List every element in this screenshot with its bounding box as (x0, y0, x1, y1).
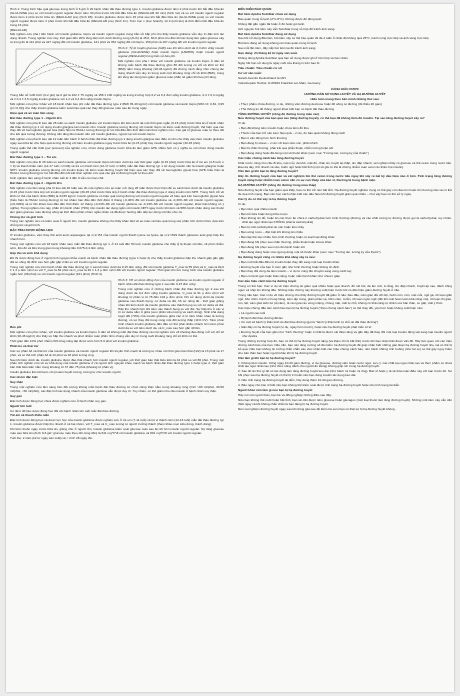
chart-frame (16, 49, 111, 85)
list-item: • Bạn có bệnh gan hoặc thận nặng, hoặc mắc bệnh khác như nhược giáp (239, 274, 340, 279)
series-line (16, 52, 111, 85)
subsection-heading: Người khác nên làm gì nếu bạn bị hạ đường huyết (238, 388, 313, 392)
shelf-life: Hạn dùng: 24 tháng kể từ ngày sản xuất. (238, 51, 298, 56)
subsection-heading: Chủng tộc và giới tính (10, 214, 43, 219)
list-item: • Thực phẩm chứa đường, ví dụ, những viên đường dextrose hoặc đồ uống có đường (tối thiểu 20 gam) (239, 101, 383, 106)
paragraph: Trong bắn sử GIR AUC (0-2 giờ) tại 0 giờ là 102 ± 75 mg/kg và 158 ± 100 mg/kg và trong trường hợp 0,2 và 0,4 đơn vị/kg insulin glulisine, 0,4 ± 0,4 mg/kg và ± 0,4 ± 3,5 mg/kg insulin glulisine với 1,2 và 0,4 đơn vị/kg insulin lispro. (10, 93, 224, 102)
subsection-heading: Người lớn tuổi (10, 403, 32, 408)
series-line (16, 299, 111, 317)
list-item: • Bạn đã không tiêm insulin hoặc chưa tiêm đủ liều. (239, 126, 310, 131)
paragraph: Tuổi thọ: 2 năm (kể từ ngày sản xuất) và < 2m!! 28 ngày tồn. (10, 435, 94, 440)
list-item: • Bạn đang dùng hoặc đã dùng một số thuốc khác (xem mục "Tương tác, tương kỵ của thuốc") (239, 150, 369, 155)
list-item: • Bạn thay đổi vùng da tiêm insulin – ví dụ từ vùng đùi chuyển sang vùng cánh tay (239, 269, 352, 274)
paragraph: Đồ thị dược động học ở người tình nguyện khỏe mạnh và bệnh nhân đái tháo đường (type 1 hoặc 2) cho thấy insulin glulisine hấp thu nhanh gấp gần gấp đôi so nồng độ đỉnh cao hơn gần gấp 2 lần so với insulin người regular. (10, 255, 224, 264)
manufacturer-heading: Cơ sở sản xuất: (238, 70, 262, 75)
paragraph: Thời gian đến 10% phơi nhiễm INS tổng cũng đạt được sớm hơn 5-6 phút với insulin glulisine. (10, 338, 140, 343)
section-subtitle: Hiểu luôn mang theo bên mình những thứ sau: (310, 96, 380, 101)
paragraph: Bút tiêm đang sử dụng không nên bảo quản trong tủ lạnh. (238, 41, 318, 46)
paragraph: Có rất ít dữ liệu dược động học đối với bệnh nhân lớn tuổi mắc đái tháo đường. (10, 408, 120, 413)
list-item: • Bạn bị mất carbohydrat do nôn hoặc tiêu chảy (239, 225, 305, 230)
list-item: 2. Sau đó ăn thứ gì đó có tác dụng làm tăng đường huyết kéo dài (như bánh mì hoặc mì ống). Bác sĩ hoặc y tá sẽ thảo luận điều này với bạn trước đó. Sự hồi phục sau hạ đường huyết có thể bị trì hoãn nếu bạn dùng insulin tác dụng kéo dài. (238, 369, 452, 378)
list-item: • Bạn đang bị stress – ví dụ: rối loạn cảm xúc, phấn khích (239, 140, 318, 145)
paragraph: Đặc tính dược động học và dược lực học của insulin glulisine được nghiên cứu ở trẻ em (7-11 tuổi) và trẻ vị thành niên (12-16 tuổi) mắc đái tháo đường typ 1. Insulin glulisine được hấp thu nhanh ở cả hai nhóm, với T_max và C_max tương tự người trưởng thành (tham khảo mục Liều dùng, Cách dùng). (10, 418, 224, 427)
list-item: • Thuốc của bạn trở nên kém hiệu quả – ví dụ, do bảo quản không đúng cách (239, 131, 346, 136)
figure-2 (10, 47, 224, 91)
paragraph: Một nghiên cứu lâm sàng pha III kéo dài 26 tuần sau đó một nghiên cứu an toàn mở rộng 26 tuần được thực hiện để so sánh tiêm dưới da insulin glulisine (0-15 phút trước bữa ăn) với insulin người regular (30-45 phút trước bữa ăn) ở bệnh nhân đái tháo đường type 2 dùng insulin nền NPH. Trong hình trở về khối cơ thể của bệnh nhân (BMI) là 34,55 kg/m². Insulin glulisine có hiệu quả tương đương với insulin người regular về hiệu quả trên hemoglobin glycat hóa (biểu hiện là HbA1c tương đương) từ lúc khám ban đầu đến thời điểm 6 tháng (-0,46% đối với insulin glulisine và -0,30% đối với insulin người regular, p=0,0029) và từ lần khám ban đầu đến thời điểm 12 tháng (-0,23% đối với insulin glulisine và -0,13% đối với insulin người regular, khác biệt không có ý nghĩa). Trong nghiên cứu này, phần lớn bệnh nhân (79%) trộn insulin tác dụng ngắn với insulin NPH ngay trước khi tiêm và 58% bệnh nhân dùng các thuốc làm giảm glucose máu đường uống tại thời điểm phân nhóm ngẫu nhiên và đã được hướng dẫn tiếp tục dùng với liều như cũ. (10, 186, 224, 214)
subsection-heading: Béo phì (10, 325, 22, 330)
paragraph: Một nghiên cứu pha III kéo dài 12 tuần tiến hành ở bệnh nhân đái tháo đường typ 1 dùng insulin glargine làm điều trị nền cho thấy việc tiêm insulin glulisine ngay sau bữa ăn cho hiệu quả tương đương với tiêm insulin glulisine ngay trước bữa ăn (0-15 phút) hay insulin người regular (30-45 phút). (10, 137, 224, 146)
paragraph: Nếu đường huyết của bạn quá cao (tăng đường huyết), có thể bạn đã không tiêm đủ insulin. Tại sao tăng đường huyết xảy ra? (238, 116, 425, 121)
subsection-heading: Đái tháo đường type 1 – Người lớn (10, 115, 62, 120)
list-item: • Bạn ít vận động hơn bình thường (239, 136, 287, 141)
subsection-heading: Cần làm gì khi bạn bị tăng đường huyết? (238, 169, 299, 174)
subsection-heading: Các nhóm đặc biệt (10, 375, 38, 380)
figure-2-caption: Hình 2: Tỷ lệ truyền glucose (GIR) sau khi tiêm dưới da 0,3 đơn vị/kg insulin glulisine (GLULISINE) hoặc insulin lispro (LISPRO) hoặc insulin người regular (REGULAR) trong bắn sử béo phì. (118, 46, 224, 58)
subsection-heading: Trẻ em và thanh thiếu niên (10, 413, 50, 418)
list-item: • Đường huyết của bạn gần như "bình thường" hoặc ít nhất là được cải thiện tăng và gần đây đã thay đổi một loại insulin động vật sang loại insulin người như Apidra (239, 330, 452, 339)
list-item: • Bạn đang dùng hoặc vừa ngưng dùng một số thuốc khác (xem mục "Tương tác, tương kỵ của thuốc") (239, 249, 381, 254)
section-title: HƯỚNG DẪN SỬ DỤNG HUYẾT VÀ HẠ ĐƯỜNG HUYẾT (304, 91, 386, 96)
paragraph: Trong những trường hợp đó, bạn có thể bị hạ đường huyết nặng (và thậm chí bị bất tỉnh) trước khi bạn nhận biết được vấn đề. Hãy làm quen với các triệu chứng cảnh báo của bạn. Nếu cần, bạn nên tăng cường số lần kiểm tra đường huyết để giúp nhận biết những giai đoạn hạ đường huyết nhẹ mà có thể bị bỏ qua. Nếu bạn không tin tưởng chắc chắn vào việc nhận biết các triệu chứng cảnh báo, nên tránh những tình huống (như lái xe) có thể gây nguy hiểm cho bản thân bạn hoặc người khác khi bị hạ đường huyết. (238, 339, 452, 355)
list-item: 1. Không tiêm insulin. Uống ngay 10-20 gam đường, ví dụ glucose, đường viên hoặc nước ngọt. Lưu ý: các chất tạo ngọt nhân tạo và thực phẩm có chứa chất tạo ngọt nhân tạo (như thức uống dành cho người ăn kiêng) không giúp ích trong hạ đường huyết. (238, 360, 452, 369)
series-line (16, 62, 111, 85)
list-item: • Có một số bệnh lý thần kinh do đái tháo đường (gọi là "bệnh lý thần kinh tự chủ do đái tháo đường") (239, 320, 379, 325)
subsection-heading: Các lý do có thể xảy ra hạ đường huyết (238, 196, 297, 201)
paragraph: Nên xét nghiệm đường huyết ngay sau khi dùng glucose để kiểm tra xem bạn có thật sự bị hạ đường huyết không. (238, 406, 396, 411)
paragraph: Sau mỗi lần tiêm, đậy nắp bút tiêm lại đẻ tránh ánh sáng. (238, 46, 317, 51)
pharmacokinetic-chart (10, 279, 114, 323)
section-heading: Hiệu quả và an toàn lâm sàng (10, 110, 54, 115)
manufacturer-address: Industriepark Hochst, D-65926 Frankfurt am Main, Germany (238, 80, 321, 85)
paragraph: Khát nước, tăng nhu cầu đi tiểu, mệt mỏi, da khô, mặt đỏ, chán ăn, huyết áp thấp, tim đập nhanh, xét nghiệm thấy có glucose và thể ceton trong nước tiểu. Đau dạ dày, thở nhanh và sâu, buồn ngủ hoặc bất tỉnh (một số giả có thể là chứng nhiễm toan ceton do thiếu hụt insulin). (238, 160, 452, 169)
paragraph: Kinh nghiệm lâm sàng ở bệnh nhân tuổi từ 4 đến 6 vẫn còn hạn chế. (10, 176, 105, 181)
list-item: • Bạn đang hồi phục sau một căn bệnh hoặc sốt (239, 244, 305, 249)
figure-3-caption: Hình 3: Hồ sơ dược động học của insulin glulisine và insulin người regular ở bệnh nhân đái tháo đường type 1 sau liều 0,15 đơn vị/kg. (118, 278, 224, 287)
list-item: • Bạn mới bắt đầu điều trị insulin hoặc thay đổi sang một loại insulin khác. (239, 259, 340, 264)
list-item: • Bạn uống rượu – đặc biệt khi không ăn nhiều (239, 230, 304, 235)
subsection-heading: Hấp thu và sinh khả dụng (10, 250, 48, 255)
paragraph: Ngày hết hạn sử dụng là ngày cuối của tháng in trên bao bì. (238, 60, 321, 65)
paragraph: Ở insulin glulisine, việc thay thế acid amin asparagine tại vị trí B3 của insulin người thành lysine và lysine tại vị trí B29 thành glutamic acid giúp hấp thu nhanh hơn. (10, 233, 224, 242)
section-title: CẢNH GIÁC DƯỢC (330, 87, 360, 91)
right-column (238, 8, 452, 413)
subsection-heading: Bút tiêm Apidra SoloStar chưa sử dụng (238, 11, 297, 16)
list-item: • Bạn bỏ bữa hoặc dùng bữa muộn (239, 211, 288, 216)
paragraph: Bảo quản trong tủ lạnh (2°C-8°C). Không được để đông lạnh. (238, 16, 323, 21)
paragraph: Đặc tính dược động học chưa được nghiên cứu ở bệnh nhân suy gan. (10, 398, 107, 403)
section-heading: HẠ ĐƯỜNG HUYẾT (nồng độ đường trong máu thấp) (238, 183, 317, 188)
subsection-heading: Suy thận (10, 380, 24, 385)
manufacturer-name: Sanofi-Aventis Deutschland GmbH (238, 75, 286, 80)
paragraph: Giữ nguyên bút tiêm này vẫn SoloStar trong vỏ hộp để tránh ánh sáng. (238, 26, 336, 31)
paragraph: Không dùng Apidra SoloStar quá hạn sử dụng được ghi ở trên hộp và bên nhãn. (238, 56, 349, 61)
subsection-heading: Các triệu chứng cảnh báo tăng đường huyết (238, 155, 304, 160)
paragraph: Sau khi tiêm dưới da, insulin glulisine được đào thải nhanh hơn insulin người regular, với thời gian bán thải biểu kiến là 42 phút so với 86 phút. Trong một phân tích nghiên cứu về sự khả dụng của insulin glulisine ở cả người tình nguyện khỏe mạnh và bệnh nhân đái tháo đường type 1 hoặc type 2, thời gian bán thải biểu kiến nằm trong khoảng từ 37 đến 75 phút (khoảng tứ phân vị). (10, 357, 224, 370)
subsection-heading: Suy gan (10, 393, 23, 398)
list-item: • Bạn tập thể dục nhiều hơn bình thường hoặc có loại hoạt động khác (239, 235, 335, 240)
paragraph: Hãy nói với người thân, bạn bè và đồng nghiệp những điều sau đây: (238, 392, 332, 397)
paragraph: Một nghiên cứu pha III 26 tuần so sánh insulin glulisine với insulin lispro khi tiêm dưới da một thời gian ngắn (0-15 phút) trước bữa ăn ở trẻ em (4-5 tuổi; n = 9) và thanh thiếu niên (12-17 tuổi; n=149) và trẻ em hành trên (12-17 tuổi; n=180) mắc đái tháo đường typ 1 sử dụng insulin nền là insulin glargine hoặc NPH. Insulin glulisine tương đương với insulin lispro về kiểm soát đường huyết thể hiện qua các thay đổi về hemoglobin glycat hóa (GHb biểu hiện là HbA1c tương đương) từ lúc bắt đầu đến khi kết thúc nghiên cứu qua các giá trị đường huyết tự theo dõi. (10, 159, 224, 176)
section-heading: ĐIỀU KIỆN BẢO QUẢN (238, 7, 272, 11)
list-item: • Thẻ thông tin để thông người khác biết bạn có bệnh đái tháo đường (239, 106, 335, 111)
list-item: • Bạn không ăn đủ, hoặc ăn các thực ăn chứa ít carbohydrat hơn bình thường (đường và các chất tương tự đường được gọi là carbohydrat; tuy nhiên, chất tạo ngọt nhân tạo KHÔNG phải là carbohydrat) (239, 216, 452, 225)
standard: Tiêu chuẩn: Tiêu chuẩn cơ sở (238, 65, 282, 70)
paragraph: Hãy đo đường huyết của bạn và xét nghiệm tìm thể ceton trong nước tiểu ngay khi xảy ra bất kỳ dấu hiệu nào ở trên. Tình trạng tăng đường huyết nặng hoặc nhiễm toan ceton cần có sự can thiệp của bác sĩ, thường là trong bệnh viện. (238, 174, 452, 183)
paragraph: Sau khi sử dụng đầu tiên, bút tiêm này có thể bảo quản tối đa 4 tuần ở nhiệt độ không quá 25°C, tránh nóng trực tiếp và ánh sáng trực tiếp. (238, 36, 430, 41)
list-item: • Là người cao tuổi (239, 310, 266, 315)
paragraph: Trong một nghiên cứu ở những bệnh nhân đái tháo đường typ 2 sau khi dùng dưới da 0,2 đơn vị/kg insulin glulisine, C_max là 91 µ đơn vị/ml với khoảng tứ phân vị từ 78 đến 104 µ đơn vị/ml. Khi sử dụng dưới da insulin glulisine vào thành bụng, cơ delta và đùi, hồ sơ nồng độ - thời gian giống nhau khi tiêm dưới da insulin glulisine vào thành bụng so với cơ delta và đùi. Hấp thu nhanh hơn khi tiêm vào thành bụng so với đùi. Sự hấp thu ở các vị trí cơ delta nằm ở giữa (xem phần Liều lượng và cách dùng). Sinh khả dụng tuyệt đối (70%) của insulin glulisine giữa các vị trí tiêm khác nhau là tương đương, có sự thay đổi trong cùng một đối tượng thấp (11% CV). Tiêm phúc trình nhanh insulin glulisine đến đâu cơ thể phải nhiều nhanh hơn tiêm phúc dưới da so với tiêm dưới da, và C_max cao hơn gần 40 lần. (118, 287, 224, 331)
paragraph: Khi tiêm thuốc ngay trước bữa ăn, giống như ở người lớn, insulin glulisine kiểm soát glucose máu sau ăn tốt hơn insulin người regular. Sự tăng glucose máu sau bữa ăn (AUC 0-6 giờ: glucose máu theo dõi cộng dồn) là 641 mg*h*dl với insulin glulisine và 801 mg*h*dl với insulin người regular. (10, 427, 224, 436)
subsection-heading: Phân bố và thải trừ (10, 343, 39, 348)
paragraph: Nếu đường huyết của bạn giảm quá thấp, bạn có thể trở nên bất tỉnh. Hạ đường huyết nghiêm trọng có thể gây cơn đau tim hoặc tổn thương não và có thể đe dọa tính mạng. Bạn nên học cách nhận biết các dấu hiệu khi đường huyết giảm quá nhiều – như vậy bạn có thể sử lý ngay. (238, 188, 452, 196)
paragraph: Trong một nghiên cứu với 18 bệnh nhân nam mắc đái tháo đường typ 1, ở 21 tuổi đến 50 tuổi, insulin glulisine cho thấy tỷ lệ thuận với liều, về phơi nhiễm sớm, liều đó và liều trung gian trong khoảng liều 0,075-0,4 đơn vị/kg. (10, 241, 224, 250)
paragraph: Trong quần thể cần thiết (per protocol) của nghiên cứu, nhóm dùng glulisine trước bữa ăn làm giảm GHb nhiều hơn có ý nghĩa so với nhóm dùng insulin người regular. (10, 146, 224, 154)
section-heading: TĂNG ĐƯỜNG HUYẾT (nồng độ đường trong máu cao) (238, 111, 320, 116)
list-item: • Bạn đang hồi phục sau chấn thương, phẫu thuật hoặc stress khác (239, 240, 332, 244)
paragraph: Trong não bạn: Các ví dụ về triệu chứng cho thấy đường huyết đã giảm ở não: đau đầu, cảm giác đói dữ dội, buồn nôn, nôn, mệt mỏi, ngủ gà, rối loạn giấc ngủ, bồn chồn, hành vi hung hăng, kém tập trung, giảm phản xạ, trầm cảm, lú lẫn, rối loạn ngôn ngữ (đôi khi mất hoàn toàn khả năng nói), rối loạn thị giác, run, liệt, cảm giác kiến bò (dị cảm), tê và ngứa ran vùng miệng, chóng mặt, mất tự chủ, không có khả năng tự chăm sóc bản thân, co giật, mất ý thức. (238, 292, 452, 305)
subsection-heading: Bút tiêm Apidra SoloStar đang sử dụng (238, 31, 296, 36)
paragraph: Trong một nghiên cứu trên bệnh nhân đái tháo đường typ 1 sau khi tiêm dưới da 0,15 đơn vị/kg, đối với insulin glulisine T_max là 55 phút và C_max là 82,0 ± 1,3 µ đơn vị/ml so với T_max là 82 phút và C_max là 46 ± 1,3 µ đơn vị/ml đối với insulin người regular. Thời gian tồn lưu trung bình của insulin glulisine ngắn hơn (98 phút) so với insulin người regular (161 phút) (Hình 3). (10, 264, 224, 277)
paragraph: Ví dụ: (238, 201, 247, 206)
paragraph: Trong cơ thể bạn: Các ví dụ về triệu chứng do giảm quá nhiều hoặc quá nhanh: đổ mồ hôi, da ẩm ướt, lo lắng, tim đập nhanh, huyết áp cao, đánh trống ngực và nhịp tim không đều. Những triệu chứng này thường xuất hiện trước khi có dấu hiệu giảm đường huyết ở não. (238, 284, 452, 293)
paragraph: Trong một nghiên cứu lâm sàng trên đối tượng không mắc bệnh đái tháo đường có chức năng thận nằm trong khoảng rộng (Clcr >80 ml/phút, 30-50 ml/phút, <30 ml/phút), các đặc tính tác dụng nhanh của insulin glulisine vẫn được duy trì. Tuy nhiên, có thể giảm nhu cầu insulin ở bệnh nhân suy thận. (10, 385, 224, 393)
glucose-infusion-chart (10, 47, 114, 91)
chart-frame (16, 281, 111, 317)
paragraph: Trong các nghiên cứu có kiểm soát ở người lớn, insulin glulisine không cho thấy khác biệt về an toàn và hiệu quả trong các phân tích dưới nhóm dựa trên chủng tộc và giới tính. (10, 219, 224, 228)
paragraph: Không đặt gần ngăn đá hoặc ở đó hoặc gói lạnh. (238, 21, 306, 26)
paragraph: Các triệu chứng đầu tiên cảnh báo bạn bị hạ đường huyết ("triệu chứng cảnh báo") có thể thay đổi, yếu hơn hoặc không xuất hiện nếu: (238, 305, 424, 310)
paragraph: Ví dụ: (238, 121, 247, 126)
subsection-heading: Các dấu hiệu cảnh báo hạ đường huyết (238, 279, 297, 284)
paragraph: (REGULAR) (10, 27, 28, 32)
subsection-heading: Đái tháo đường type 2 – Người lớn (10, 181, 62, 186)
section-heading: ĐẶC TÍNH DƯỢC ĐỘNG HỌC (10, 228, 54, 233)
list-item: • Gần đây có hạ đường huyết (ví dụ, ngày hôm trước), hoặc nếu hạ đường huyết phát triển từ từ (239, 325, 372, 330)
figure-1-caption: Hình 1: Trung bình hậu quả glucose trung bình ở 6 giờ ở 20 bệnh nhân đái tháo đường type 1. Insulin glulisine được tiêm 2 phút trước khi bắt đầu bữa ăn (GLULISINE pre) so với insulin người regular được tiêm 30 phút trước khi bắt đầu bữa ăn (REGULAR 30 min) (hình 1A) và so với insulin người regular được tiêm 2 phút trước bữa ăn (REGULAR pre) (hình 1B). Insulin glulisine được tiêm 15 phút sau khi bắt đầu bữa ăn (GLULISINE post) so với insulin người regular được tiêm 2 phút trước khi bắt đầu bữa ăn (REGULAR pre) (hình 1C). Trên trục x (trục hoành), số 0 (mũi tên) là thời điểm bắt đầu bữa ăn trong 15 phút. (10, 7, 224, 27)
list-item: 4. Báo ngay cho bác sĩ biết nếu bạn không thể kiểm soát được tình trạng hạ đường huyết hoặc nếu tình trạng tái diễn. (238, 383, 401, 388)
subsection-heading: Hạ đường huyết cũng có nhiều khả năng xảy ra nếu: (238, 254, 316, 259)
paragraph: Một nghiên cứu pha III kéo dài 26 tuần so sánh insulin glulisine với insulin lispro khi tiêm dưới da một thời gian ngắn (0-15 phút) trước bữa ăn ở bệnh nhân đái tháo đường typ 1 sử dụng insulin glargine làm insulin nền. Insulin glulisine tương đương với insulin lispro về kiểm soát đường huyết, thể hiện qua các thay đổi về hemoglobin glycat hóa (biểu hiện là HbA1c tương đương) từ lúc bắt đầu đến thời điểm kết thúc nghiên cứu. Các giá trị glucose máu tự theo dõi cho kết quả tương đương. Không cần tăng liều insulin nền với insulin glulisine, ngược lại với insulin lispro. (10, 120, 224, 137)
list-item: 3. Nếu tình trạng hạ đường huyết tái diễn, hãy dùng thêm 10-20 gam đường. (238, 378, 344, 383)
document-page (6, 4, 454, 692)
paragraph: Một nghiên cứu pha I khác với 18 bệnh nhân béo phì mắc đái tháo đường type 2 (BMI 35-40 kg/m²) với insulin glulisine và insulin lispro [90% CI: 0,81, 0,95 (p=<0,01)] cho thấy insulin glulisine kiểm soát hiệu quả các thay đổi glucose máu sau ăn trong ngày. (10, 101, 224, 110)
subsection-heading: Cần làm gì khi bạn bị hạ đường huyết? (238, 355, 296, 360)
paragraph: Một nghiên cứu pha I khác với insulin glulisine và insulin lispro ở dân số không mắc bệnh đái tháo đường gồm 80 đối tượng có chỉ số khối cơ thể (BMI) nằm trong khoảng (18-46 kg/m²) đã chứng minh rằng nhìn chung tác dụng nhanh vẫn duy trì trong suốt một khoảng rộng chỉ số khối (BMI), trong khi tổng tác dụng làm giảm glucose toàn phần sẽ giảm khi béo phì tăng. (118, 58, 224, 79)
list-item: • Bạn bị chấn thương, phải trải qua phẫu thuật, nhiễm trùng hoặc sốt (239, 145, 334, 150)
left-column (10, 8, 224, 442)
list-item: • Bị bệnh đái tháo đường đã lâu (239, 315, 283, 320)
series-line (16, 284, 111, 317)
paragraph: Một nghiên cứu pha I tiến hành với insulin glulisine, lispro và insulin người regular trong bắn sử bắp phì cho thấy insulin glulisine vẫn duy trì đặc tính tác dụng nhanh. Trong nghiên cứu này, thời gian đến 20% tổng diện tích dưới đường cong (AUC) là 45,0, 60,0 phút cho đến khi tác dụng làm giảm glucose xảy ra trong đó là 114 phút và 427 mg/kg đối với insulin glulisine, 121 phút và 354 mg/kg đối với lispro, 150 phút và 197 mg/kg đối với insulin người regular. (10, 32, 224, 45)
paragraph: Nếu bạn không thể nuốt hoặc bất tỉnh, bạn sẽ cần được tiêm glucose hoặc glucagon (một loại thuốc làm tăng đường huyết). Những mũi tiêm này vẫn cần thiết ngay cả khi không chắc chắn là bạn đang bị hạ đường huyết. (238, 397, 452, 406)
paragraph: Một nghiên cứu pha I khác, với insulin glulisine và insulin lispro ở dân số không mắc đái tháo đường và một nghiên cứu về khoảng đạo động mở với chỉ số khối (18-46 kg/m²) cho thấy sự hấp thu nhanh và phơi nhiễm toàn phần nhìn chung vẫn duy trì trong suốt khoảng rộng chỉ số khối cơ thể. (10, 330, 224, 339)
series-line (16, 66, 111, 85)
list-item: • Bạn tiêm quá nhiều insulin (239, 206, 278, 211)
list-item: • Đường huyết của bạn ở mức gần như bình thường hoặc không ổn định. (239, 264, 340, 269)
paragraph: Insulin glulisine liên kết kém với protein huyết tương, tương tự như insulin người. (10, 370, 122, 375)
paragraph: Các sự phân bố và thải trừ của insulin glulisine và insulin người regular khi truyền tĩnh mạch là tương tự nhau với thời gian bán thải (t1/2) là 13 phút và 17 phút, và có thể tích phân bố là 13 phút và 18 phút tương ứng. (10, 348, 224, 357)
subsection-heading: Đái tháo đường type 1 – Trẻ em (10, 154, 57, 159)
